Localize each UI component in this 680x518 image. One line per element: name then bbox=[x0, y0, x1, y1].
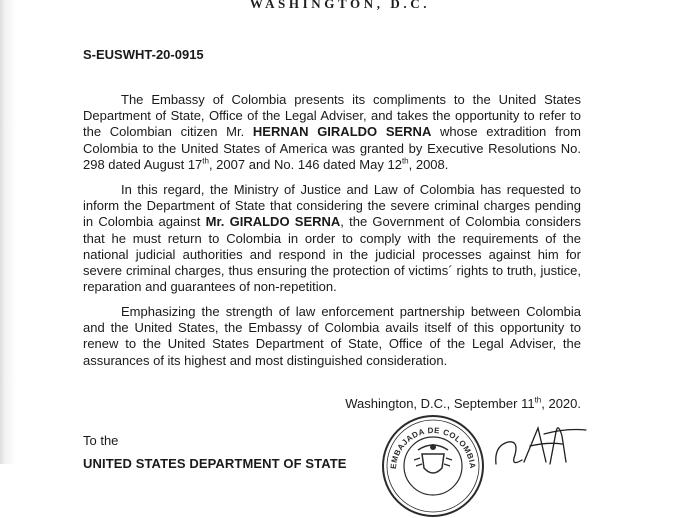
dateline-text-2: , 2020. bbox=[541, 396, 581, 411]
dateline-sup: th bbox=[534, 395, 542, 405]
p3-text-1: Emphasizing the strength of law enforcement partnership between Colombia and the United States, the Embassy of Colombia avails itself of this opportunity to renew to the United States Department of State, Office of the Legal Adviser, the assurances of its highest and most distinguished consideration. bbox=[83, 304, 581, 368]
p1-text-4: , 2008. bbox=[408, 156, 449, 172]
p1-text-2: whose extradition from Colombia to the United States of America was granted by Executive Resolutions No. 298 dated August 17 bbox=[83, 124, 581, 172]
p2-name: Mr. GIRALDO SERNA bbox=[205, 214, 341, 230]
p1-name: HERNAN GIRALDO SERNA bbox=[252, 124, 432, 140]
addressee: UNITED STATES DEPARTMENT OF STATE bbox=[83, 456, 347, 471]
seal-text: EMBAJADA DE COLOMBIA bbox=[388, 425, 478, 470]
p1-sup-1: th bbox=[202, 156, 209, 166]
p1-sup-2: th bbox=[401, 156, 409, 166]
signature bbox=[486, 418, 606, 468]
embassy-seal-stamp bbox=[378, 408, 488, 518]
to-line: To the bbox=[83, 433, 119, 448]
letterhead-city: WASHINGTON, D.C. bbox=[249, 0, 431, 11]
p2-text-1: In this regard, the Ministry of Justice and Law of Colombia has requested to inform the Department of State that considering the severe criminal charges pending in Colombia against bbox=[83, 182, 581, 230]
dateline-text-1: Washington, D.C., September 11 bbox=[345, 396, 535, 411]
paragraph-2 bbox=[83, 182, 581, 295]
seal-condor-head bbox=[430, 444, 436, 450]
p2-text-2: , the Government of Colombia considers that he must return to Colombia in order to comply with the requirements of the national judicial authorities and respond in the judicial processes against him for severe criminal charges, thus ensuring the protection of victims´ rights to truth, justice, reparation and guarantees of non-repetition. bbox=[83, 214, 581, 295]
p1-text-1: The Embassy of Colombia presents its compliments to the United States Department of State, Office of the Legal Adviser, and takes the opportunity to refer to the Colombian citizen Mr. bbox=[83, 92, 581, 140]
paragraph-3 bbox=[83, 304, 581, 369]
p1-text-3: , 2007 and No. 146 dated May 12 bbox=[208, 156, 402, 172]
note-reference-number: S-EUSWHT-20-0915 bbox=[83, 47, 204, 62]
seal-flags bbox=[414, 458, 452, 466]
paragraph-1 bbox=[83, 92, 581, 173]
page-edge bbox=[0, 0, 16, 464]
